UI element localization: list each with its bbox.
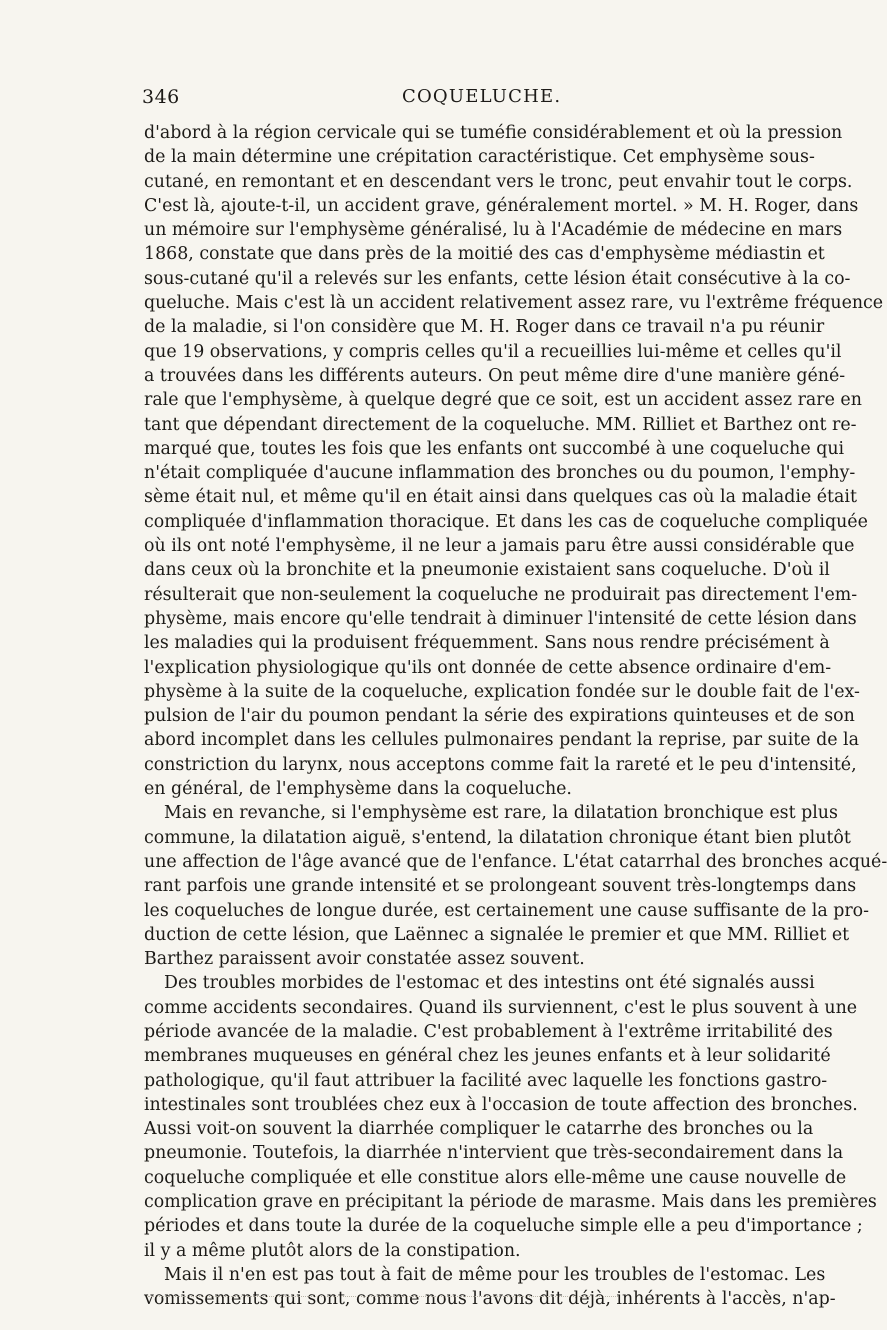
- text-line: Mais il n'en est pas tout à fait de même pour les troubles de l'estomac. Les: [164, 1264, 826, 1285]
- text-line: il y a même plutôt alors de la constipation.: [144, 1240, 521, 1261]
- text-line: sème était nul, et même qu'il en était ainsi dans quelques cas où la maladie était: [144, 487, 857, 508]
- text-line: pulsion de l'air du poumon pendant la série des expirations quinteuses et de son: [144, 706, 855, 727]
- text-line: Aussi voit-on souvent la diarrhée compliquer le catarrhe des bronches ou la: [144, 1119, 814, 1140]
- text-line: que 19 observations, y compris celles qu'il a recueillies lui-même et celles qu'il: [144, 341, 842, 362]
- text-line: C'est là, ajoute-t-il, un accident grave, généralement mortel. » M. H. Roger, dans: [144, 195, 859, 216]
- text-line: d'abord à la région cervicale qui se tuméfie considérablement et où la pression: [144, 123, 843, 143]
- text-line: comme accidents secondaires. Quand ils surviennent, c'est le plus souvent à une: [144, 997, 858, 1018]
- text-line: duction de cette lésion, que Laënnec a signalée le premier et que MM. Rilliet et: [144, 924, 850, 945]
- running-title: COQUELUCHE.: [402, 86, 562, 107]
- text-line: l'explication physiologique qu'ils ont donnée de cette absence ordinaire d'em-: [144, 657, 832, 678]
- text-line: période avancée de la maladie. C'est probablement à l'extrême irritabilité des: [144, 1021, 833, 1042]
- text-line: 1868, constate que dans près de la moitié des cas d'emphysème médiastin et: [144, 244, 825, 265]
- text-line: cutané, en remontant et en descendant vers le tronc, peut envahir tout le corps.: [144, 171, 853, 192]
- text-line: en général, de l'emphysème dans la coqueluche.: [144, 779, 572, 800]
- text-line: Des troubles morbides de l'estomac et des intestins ont été signalés aussi: [164, 973, 815, 994]
- text-line: physème, mais encore qu'elle tendrait à diminuer l'intensité de cette lésion dans: [144, 608, 857, 629]
- text-line: Barthez paraissent avoir constatée assez souvent.: [144, 949, 585, 970]
- page-header: [132, 86, 787, 116]
- text-line: un mémoire sur l'emphysème généralisé, lu à l'Académie de médecine en mars: [144, 220, 843, 241]
- text-line: tant que dépendant directement de la coqueluche. MM. Rilliet et Barthez ont re-: [144, 414, 857, 435]
- text-line: marqué que, toutes les fois que les enfants ont succombé à une coqueluche qui: [144, 438, 845, 459]
- text-line: sous-cutané qu'il a relevés sur les enfants, cette lésion était consécutive à la co-: [144, 268, 851, 289]
- text-line: abord incomplet dans les cellules pulmonaires pendant la reprise, par suite de la: [144, 730, 859, 751]
- text-line: les coqueluches de longue durée, est certainement une cause suffisante de la pro-: [144, 900, 870, 921]
- text-line: a trouvées dans les différents auteurs. On peut même dire d'une manière géné-: [144, 365, 846, 386]
- text-line: dans ceux où la bronchite et la pneumonie existaient sans coqueluche. D'où il: [144, 560, 830, 581]
- text-line: rant parfois une grande intensité et se prolongeant souvent très-longtemps dans: [144, 876, 857, 897]
- text-line: n'était compliquée d'aucune inflammation des bronches ou du poumon, l'emphy-: [144, 463, 856, 484]
- text-line: une affection de l'âge avancé que de l'enfance. L'état catarrhal des bronches acqué-: [144, 851, 887, 872]
- text-line: résulterait que non-seulement la coqueluche ne produirait pas directement l'em-: [144, 584, 858, 605]
- text-line: vomissements qui sont, comme nous l'avons dit déjà, inhérents à l'accès, n'ap-: [144, 1289, 836, 1310]
- text-line: pathologique, qu'il faut attribuer la facilité avec laquelle les fonctions gastro-: [144, 1070, 828, 1091]
- text-line: compliquée d'inflammation thoracique. Et dans les cas de coqueluche compliquée: [144, 511, 868, 532]
- text-line: où ils ont noté l'emphysème, il ne leur a jamais paru être aussi considérable que: [144, 536, 855, 557]
- text-line: pneumonie. Toutefois, la diarrhée n'intervient que très-secondairement dans la: [144, 1143, 844, 1164]
- text-line: de la maladie, si l'on considère que M. H. Roger dans ce travail n'a pu réunir: [144, 317, 825, 338]
- text-line: périodes et dans toute la durée de la coqueluche simple elle a peu d'importance ;: [144, 1216, 863, 1237]
- text-line: complication grave en précipitant la période de marasme. Mais dans les premières: [144, 1192, 877, 1213]
- text-line: rale que l'emphysème, à quelque degré que ce soit, est un accident assez rare en: [144, 390, 862, 411]
- text-line: commune, la dilatation aiguë, s'entend, la dilatation chronique étant bien plutôt: [144, 827, 851, 848]
- footer-rule: [148, 1296, 618, 1297]
- page-number: 346: [142, 86, 180, 108]
- text-line: physème à la suite de la coqueluche, explication fondée sur le double fait de l'ex-: [144, 681, 860, 702]
- text-line: membranes muqueuses en général chez les jeunes enfants et à leur solidarité: [144, 1046, 831, 1067]
- text-line: coqueluche compliquée et elle constitue alors elle-même une cause nouvelle de: [144, 1167, 847, 1188]
- text-line: Mais en revanche, si l'emphysème est rare, la dilatation bronchique est plus: [164, 803, 838, 824]
- text-line: constriction du larynx, nous acceptons comme fait la rareté et le peu d'intensité,: [144, 754, 857, 775]
- text-line: intestinales sont troublées chez eux à l'occasion de toute affection des bronches.: [144, 1094, 858, 1115]
- text-line: de la main détermine une crépitation caractéristique. Cet emphysème sous-: [144, 147, 815, 168]
- body-text: [144, 121, 887, 1312]
- text-line: les maladies qui la produisent fréquemment. Sans nous rendre précisément à: [144, 633, 830, 654]
- text-line: queluche. Mais c'est là un accident relativement assez rare, vu l'extrême fréquence: [144, 293, 884, 314]
